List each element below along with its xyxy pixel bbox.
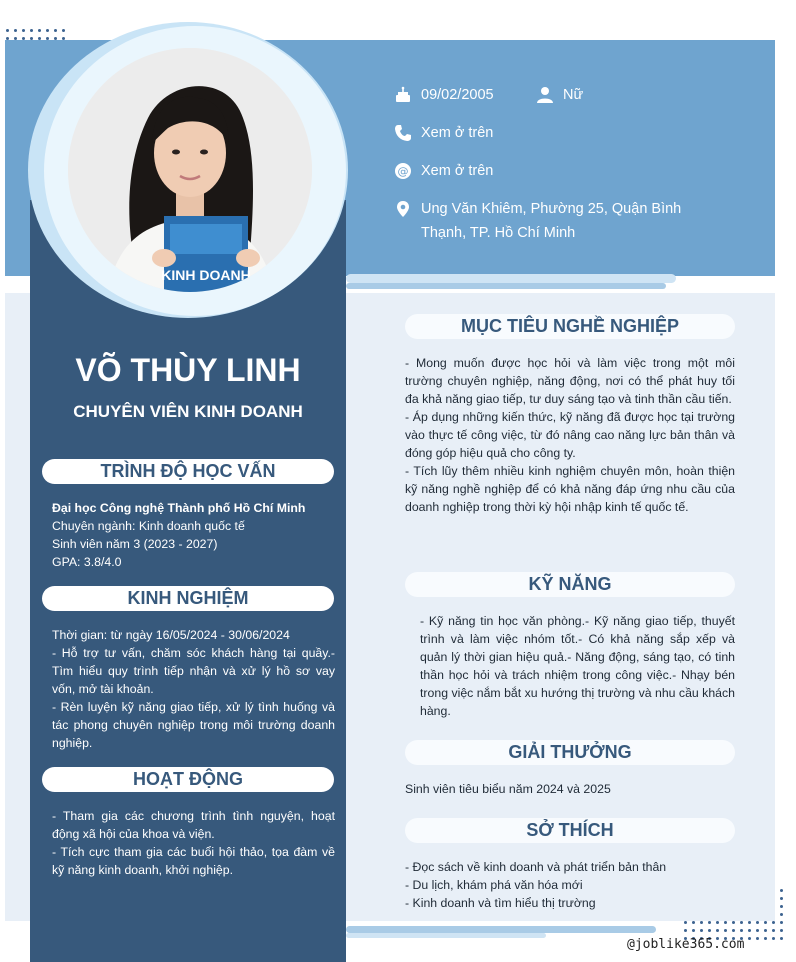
decorative-dot: [764, 929, 767, 932]
education-year: Sinh viên năm 3 (2023 - 2027): [52, 537, 218, 551]
phone: Xem ở trên: [421, 125, 494, 141]
hobbies-content: [405, 858, 735, 912]
profile-photo: [68, 48, 312, 292]
decorative-dot: [732, 921, 735, 924]
decorative-dot: [748, 921, 751, 924]
address-line-1: Ung Văn Khiêm, Phường 25, Quận Bình: [421, 201, 682, 217]
education-content: [52, 499, 335, 571]
decorative-dot: [740, 921, 743, 924]
hobby-item: - Du lịch, khám phá văn hóa mới: [405, 878, 583, 892]
decorative-dot: [700, 929, 703, 932]
education-school: Đại học Công nghệ Thành phố Hồ Chí Minh: [52, 501, 306, 515]
decorative-dot: [780, 937, 783, 940]
decorative-dot: [780, 929, 783, 932]
decorative-bar: [346, 283, 666, 289]
decorative-dot: [764, 921, 767, 924]
hobby-item: - Đọc sách về kinh doanh và phát triển bản thân: [405, 860, 667, 874]
decorative-dot: [692, 929, 695, 932]
decorative-dot: [780, 921, 783, 924]
experience-item: - Rèn luyện kỹ năng giao tiếp, xử lý tình huống và tác phong chuyên nghiệp trong môi trường doanh nghiệp.: [52, 700, 335, 750]
skills-content: - Kỹ năng tin học văn phòng.- Kỹ năng giao tiếp, thuyết trình và làm việc nhóm tốt.- Có khả năng sắp xếp và quản lý thời gian hiệu quả.- Năng động, sáng tạo, có tinh thần học hỏi và trách nhiệm trong công việc.- Nhạy bén trong việc nắm bắt xu hướng thị trường và nhu cầu khách hàng.: [420, 614, 735, 718]
objective-item: - Áp dụng những kiến thức, kỹ năng đã được học tại trường vào thực tế công việc, từ đó nâng cao năng lực bản thân và đóng góp hiệu quả cho công ty.: [405, 410, 735, 460]
decorative-dot: [772, 929, 775, 932]
decorative-dot: [708, 929, 711, 932]
watermark: @joblike365.com: [627, 937, 745, 952]
decorative-dot: [756, 929, 759, 932]
objective-item: - Tích lũy thêm nhiều kinh nghiệm chuyên môn, hoàn thiện kỹ năng nghề nghiệp để có khả năng đáp ứng nhu cầu của doanh nghiệp trong thời kỳ hội nhập kinh tế quốc tế.: [405, 464, 735, 514]
decorative-dot: [740, 929, 743, 932]
experience-heading: KINH NGHIỆM: [42, 586, 334, 611]
decorative-dot: [772, 937, 775, 940]
decorative-dot: [732, 929, 735, 932]
gender: Nữ: [563, 87, 584, 103]
activity-item: - Tham gia các chương trình tình nguyện, hoạt động xã hội của khoa và viện.: [52, 809, 335, 841]
decorative-dot: [748, 929, 751, 932]
experience-content: [52, 626, 335, 752]
location-pin-icon: [394, 200, 412, 218]
decorative-dot: [46, 29, 49, 32]
activities-heading: HOẠT ĐỘNG: [42, 767, 334, 792]
decorative-bar: [346, 933, 546, 938]
decorative-dot: [756, 937, 759, 940]
decorative-dot: [780, 889, 783, 892]
decorative-dot: [692, 921, 695, 924]
decorative-dot: [38, 29, 41, 32]
education-gpa: GPA: 3.8/4.0: [52, 555, 122, 569]
decorative-dot: [22, 29, 25, 32]
user-icon: [536, 86, 554, 104]
objective-item: - Mong muốn được học hỏi và làm việc trong một môi trường chuyên nghiệp, năng động, nơi có thể phát huy tối đa khả năng giao tiếp, tư duy sáng tạo và tinh thần cầu tiến.: [405, 356, 735, 406]
candidate-name: VÕ THÙY LINH: [75, 352, 301, 388]
decorative-dot: [684, 921, 687, 924]
hobby-item: - Kinh doanh và tìm hiểu thị trường: [405, 896, 596, 910]
decorative-dot: [700, 921, 703, 924]
decorative-bar: [346, 274, 676, 283]
hobbies-heading: SỞ THÍCH: [405, 818, 735, 843]
birthdate: 09/02/2005: [421, 87, 494, 103]
awards-heading: GIẢI THƯỞNG: [405, 740, 735, 765]
decorative-dot: [724, 921, 727, 924]
decorative-dot: [684, 929, 687, 932]
education-heading: TRÌNH ĐỘ HỌC VẤN: [42, 459, 334, 484]
decorative-dot: [772, 921, 775, 924]
decorative-dot: [54, 29, 57, 32]
decorative-dot: [716, 921, 719, 924]
job-title: CHUYÊN VIÊN KINH DOANH: [73, 402, 303, 421]
experience-item: - Hỗ trợ tư vấn, chăm sóc khách hàng tại quầy.- Tìm hiểu quy trình tiếp nhận và xử lý hồ sơ vay vốn, mở tài khoản.: [52, 646, 335, 696]
email-at-icon: [394, 162, 412, 180]
experience-period: Thời gian: từ ngày 16/05/2024 - 30/06/2024: [52, 628, 290, 642]
objective-heading: MỤC TIÊU NGHỀ NGHIỆP: [405, 314, 735, 339]
awards-content: Sinh viên tiêu biểu năm 2024 và 2025: [405, 782, 611, 796]
birthday-cake-icon: [394, 86, 412, 104]
address: [421, 197, 681, 245]
activities-content: [52, 807, 335, 879]
decorative-dot: [716, 929, 719, 932]
decorative-dot: [780, 913, 783, 916]
decorative-dot: [708, 921, 711, 924]
decorative-dot: [748, 937, 751, 940]
decorative-dot: [764, 937, 767, 940]
phone-icon: [394, 124, 412, 142]
decorative-dot: [14, 29, 17, 32]
objective-content: [405, 354, 735, 516]
decorative-dot: [756, 921, 759, 924]
decorative-dot: [724, 929, 727, 932]
email: Xem ở trên: [421, 163, 494, 179]
decorative-dot: [30, 29, 33, 32]
svg-text:@: @: [397, 165, 409, 178]
activity-item: - Tích cực tham gia các buổi hội thảo, tọa đàm về kỹ năng kinh doanh, khởi nghiệp.: [52, 845, 335, 877]
skills-heading: KỸ NĂNG: [405, 572, 735, 597]
decorative-dot: [6, 29, 9, 32]
decorative-dot: [780, 897, 783, 900]
decorative-bar: [346, 926, 656, 933]
address-line-2: Thạnh, TP. Hồ Chí Minh: [421, 225, 576, 241]
decorative-dot: [780, 905, 783, 908]
decorative-dot: [62, 29, 65, 32]
education-major: Chuyên ngành: Kinh doanh quốc tế: [52, 519, 245, 533]
svg-text:KINH DOANH: KINH DOANH: [161, 267, 251, 283]
